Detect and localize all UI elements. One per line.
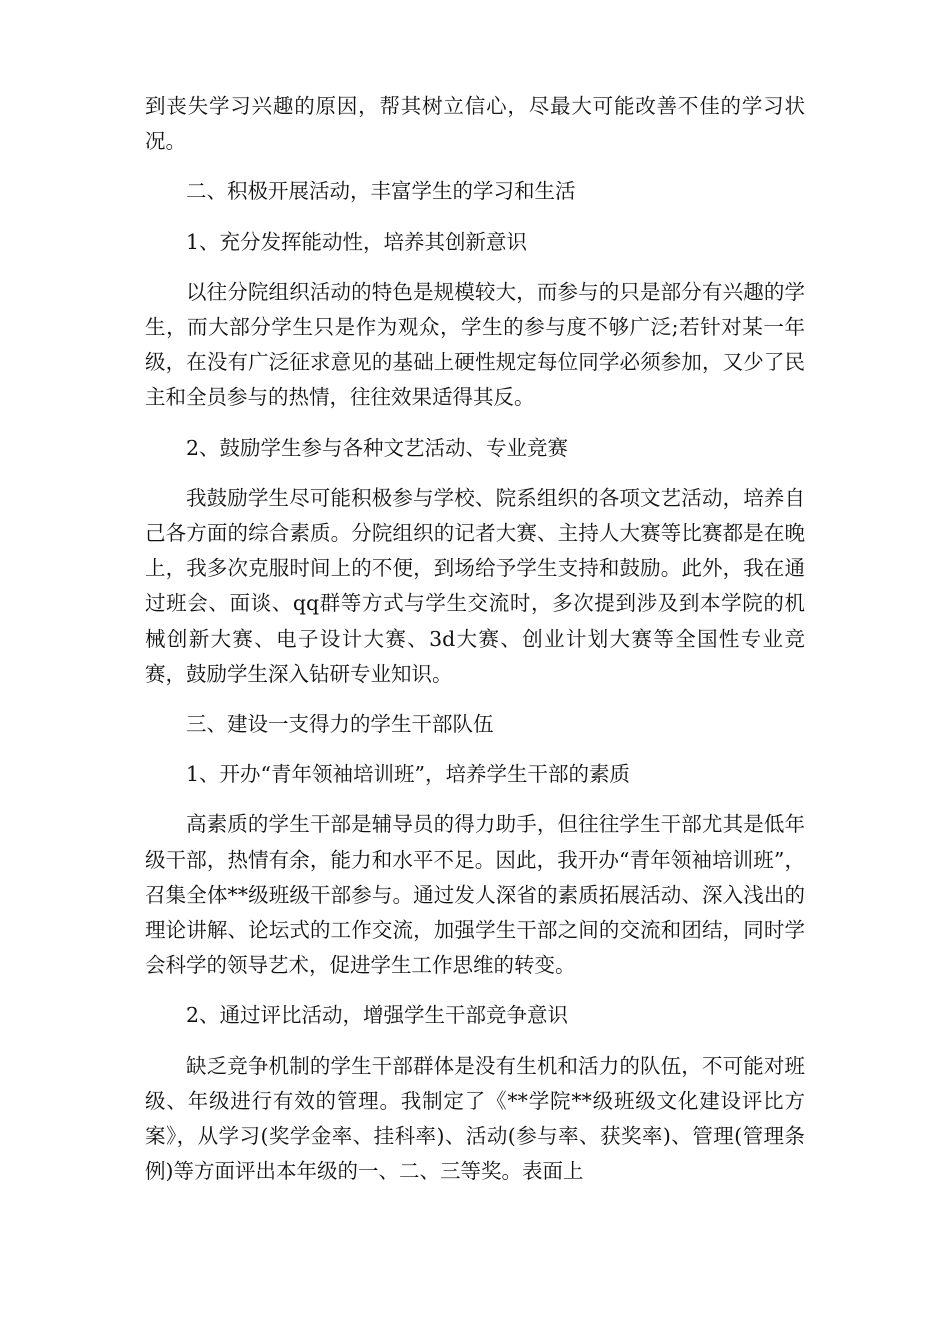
document-page [145,89,805,1204]
subsection-heading-3-1: 1、开办“青年领袖培训班”，培养学生干部的素质 [186,762,631,787]
section-heading-2: 二、积极开展活动，丰富学生的学习和生活 [186,179,576,204]
paragraph-continuation: 到丧失学习兴趣的原因，帮其树立信心，尽最大可能改善不佳的学习状况。 [145,94,805,154]
section-heading-3: 三、建设一支得力的学生干部队伍 [186,712,494,737]
paragraph-2-2: 我鼓励学生尽可能积极参与学校、院系组织的各项文艺活动，培养自己各方面的综合素质。分院组织的记者大赛、主持人大赛等比赛都是在晚上，我多次克服时间上的不便，到场给予学生支持和鼓励。此外，我在通过班会、面谈、qq群等方式与学生交流时，多次提到涉及到本学院的机械创新大赛、电子设计大赛、3d大赛、创业计划大赛等全国性专业竞赛，鼓励学生深入钻研专业知识。 [145,485,805,686]
paragraph-3-1: 高素质的学生干部是辅导员的得力助手，但往往学生干部尤其是低年级干部，热情有余，能力和水平不足。因此，我开办“青年领袖培训班”，召集全体**级班级干部参与。通过发人深省的素质拓展活动、深入浅出的理论讲解、论坛式的工作交流，加强学生干部之间的交流和团结，同时学会科学的领导艺术，促进学生工作思维的转变。 [145,812,805,978]
paragraph-3-2: 缺乏竞争机制的学生干部群体是没有生机和活力的队伍，不可能对班级、年级进行有效的管理。我制定了《**学院**级班级文化建设评比方案》，从学习(奖学金率、挂科率)、活动(参与率、获奖率)、管理(管理条例)等方面评出本年级的一、二、三等奖。表面上 [145,1053,805,1184]
paragraph-2-1: 以往分院组织活动的特色是规模较大，而参与的只是部分有兴趣的学生，而大部分学生只是作为观众，学生的参与度不够广泛;若针对某一年级，在没有广泛征求意见的基础上硬性规定每位同学必须参加，又少了民主和全员参与的热情，往往效果适得其反。 [145,279,805,410]
subsection-heading-2-1: 1、充分发挥能动性，培养其创新意识 [186,229,528,254]
subsection-heading-3-2: 2、通过评比活动，增强学生干部竞争意识 [186,1003,569,1028]
subsection-heading-2-2: 2、鼓励学生参与各种文艺活动、专业竞赛 [186,435,569,460]
